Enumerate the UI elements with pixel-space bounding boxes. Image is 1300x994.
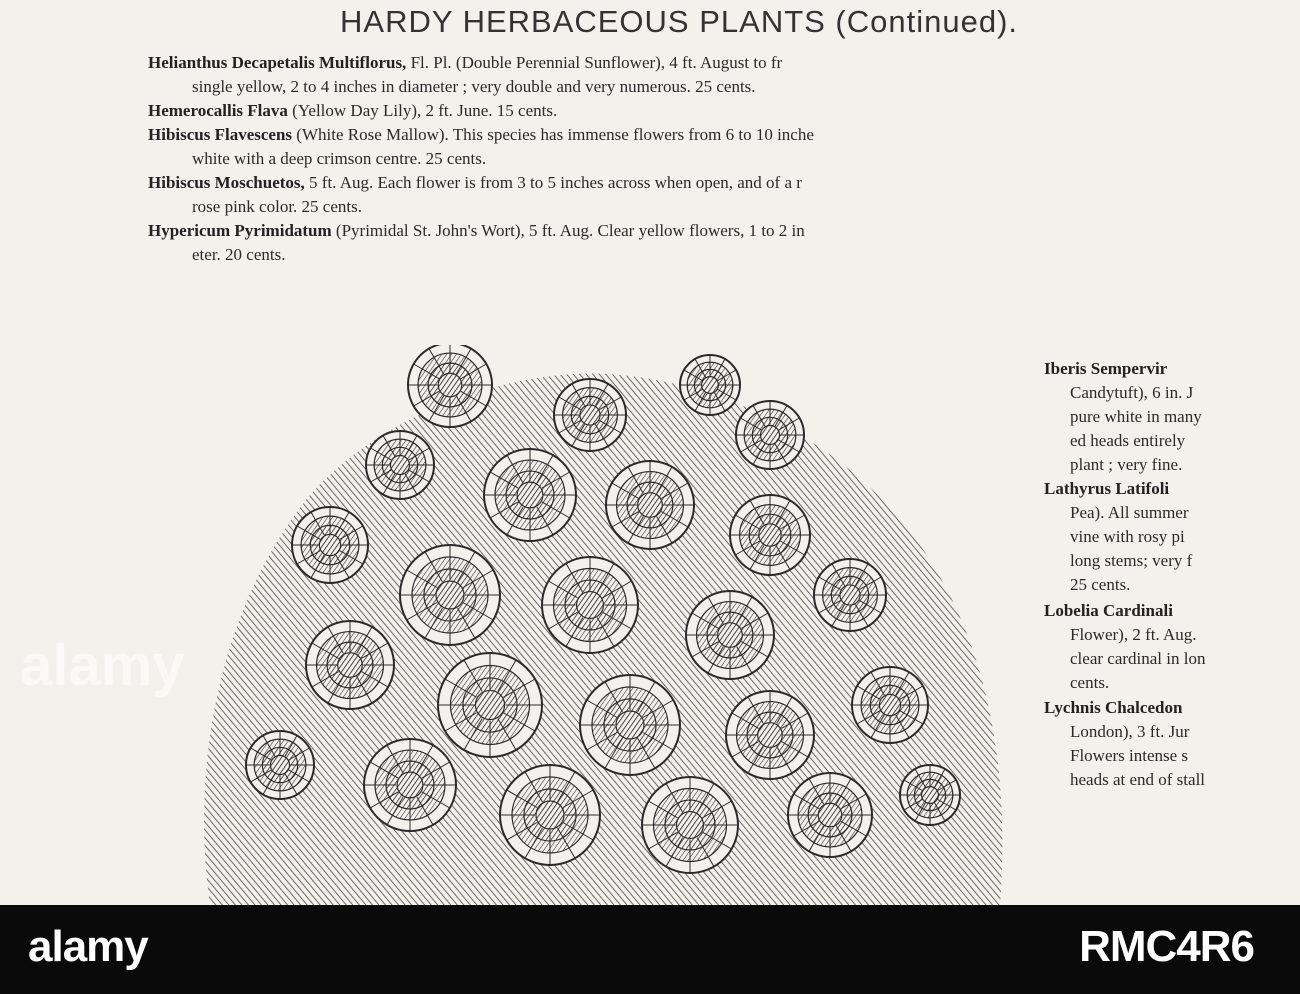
entry-text: Fl. Pl. (Double Perennial Sunflower), 4 ft. August to fr	[406, 53, 783, 72]
flower-head	[852, 667, 928, 743]
flower-head	[642, 777, 738, 873]
side-entry-line: vine with rosy pi	[1070, 527, 1185, 546]
side-entry-line: Candytuft), 6 in. J	[1070, 383, 1194, 402]
entry-continuation: rose pink color. 25 cents.	[192, 197, 362, 216]
side-entry-line: Flowers intense s	[1070, 746, 1189, 765]
entry-text: (Yellow Day Lily), 2 ft. June. 15 cents.	[287, 101, 558, 120]
entry-continuation: eter. 20 cents.	[192, 245, 286, 264]
flower-head	[484, 449, 576, 541]
page-title: HARDY HERBACEOUS PLANTS (Continued).	[340, 4, 1019, 39]
side-entry-line: pure white in many	[1070, 407, 1202, 426]
side-entry-line: heads at end of stall	[1070, 770, 1206, 789]
flower-head	[306, 621, 394, 709]
watermark-overlay-text: alamy	[20, 633, 185, 698]
flower-head	[246, 731, 314, 799]
side-entry-line: Pea). All summer	[1070, 503, 1189, 522]
flower-head	[500, 765, 600, 865]
entry-name: Hibiscus Flavescens	[148, 125, 293, 144]
flower-head	[400, 545, 500, 645]
flower-head	[366, 431, 434, 499]
entry-name: Hibiscus Moschuetos,	[148, 173, 305, 192]
entry-continuation: white with a deep crimson centre. 25 cents.	[192, 149, 487, 168]
side-entry-line: plant ; very fine.	[1070, 455, 1183, 474]
flower-head	[292, 507, 368, 583]
entry-name: Hypericum Pyrimidatum	[148, 221, 332, 240]
flower-head	[438, 653, 542, 757]
image-id-label: RMC4R6	[1079, 922, 1254, 971]
entry-hypericum	[148, 220, 805, 242]
flower-head	[606, 461, 694, 549]
side-entry-line: cents.	[1070, 673, 1110, 692]
entry-hibiscus-moschuetos	[148, 172, 802, 194]
entry-hemerocallis	[148, 100, 557, 122]
entry-text: 5 ft. Aug. Each flower is from 3 to 5 inches across when open, and of a r	[304, 173, 802, 192]
flower-head	[542, 557, 638, 653]
entry-name: Helianthus Decapetalis Multiflorus,	[148, 53, 407, 72]
side-entry-name: Lathyrus Latifoli	[1044, 479, 1170, 498]
flower-head	[736, 401, 804, 469]
flower-head	[730, 495, 810, 575]
flower-head	[554, 379, 626, 451]
flower-head	[686, 591, 774, 679]
alamy-logo[interactable]: alamy	[28, 922, 148, 971]
side-entry-line: 25 cents.	[1070, 575, 1131, 594]
flower-head	[680, 355, 740, 415]
entry-text: (White Rose Mallow). This species has immense flowers from 6 to 10 inche	[292, 125, 814, 144]
side-entry-line: ed heads entirely	[1070, 431, 1186, 450]
side-entry-name: Iberis Sempervir	[1044, 359, 1168, 378]
flower-head	[580, 675, 680, 775]
flower-head	[726, 691, 814, 779]
side-entry-line: clear cardinal in lon	[1070, 649, 1206, 668]
flower-head	[364, 739, 456, 831]
entry-hibiscus-flavescens	[148, 124, 814, 146]
entry-helianthus	[148, 52, 782, 74]
entry-name: Hemerocallis Flava	[148, 101, 288, 120]
flower-head	[788, 773, 872, 857]
flower-head	[814, 559, 886, 631]
flower-head	[408, 345, 492, 427]
side-entry-name: Lychnis Chalcedon	[1044, 698, 1183, 717]
side-entry-line: long stems; very f	[1070, 551, 1193, 570]
flower-head	[900, 765, 960, 825]
flower-engraving-illustration	[150, 345, 1030, 905]
entry-continuation: single yellow, 2 to 4 inches in diameter ; very double and very numerous. 25 cents.	[192, 77, 756, 96]
side-entry-line: Flower), 2 ft. Aug.	[1070, 625, 1197, 644]
entry-text: (Pyrimidal St. John's Wort), 5 ft. Aug. Clear yellow flowers, 1 to 2 in	[331, 221, 805, 240]
side-entry-name: Lobelia Cardinali	[1044, 601, 1173, 620]
side-entry-line: London), 3 ft. Jur	[1070, 722, 1190, 741]
